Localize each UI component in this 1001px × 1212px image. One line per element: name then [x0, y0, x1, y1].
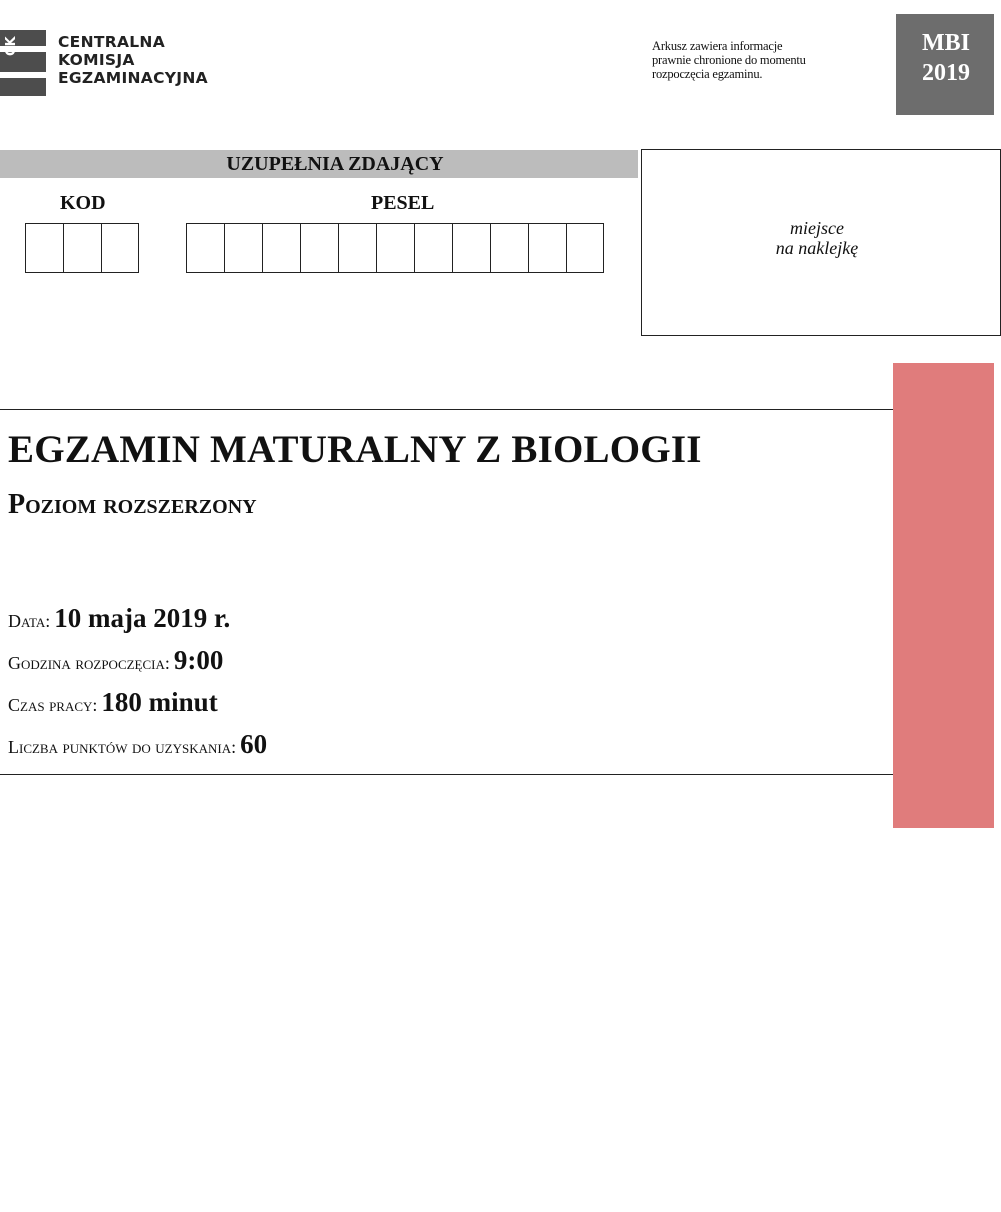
sticker-area	[641, 149, 1001, 336]
info-row-date	[8, 603, 230, 634]
candidate-header-text: UZUPEŁNIA ZDAJĄCY	[226, 153, 444, 175]
points-label: Liczba punktów do uzyskania:	[8, 737, 237, 757]
date-label: Data:	[8, 611, 51, 631]
digit-box	[566, 224, 604, 272]
digit-box	[414, 224, 452, 272]
divider-bottom	[0, 774, 894, 775]
info-row-points	[8, 729, 267, 760]
date-value: 10 maja 2019 r.	[54, 603, 231, 633]
sticker-text	[642, 218, 992, 258]
digit-box	[63, 224, 101, 272]
sticker-line-1: miejsce	[790, 218, 844, 238]
confidential-line-1: Arkusz zawiera informacje	[652, 39, 783, 53]
candidate-section-header	[0, 150, 638, 178]
duration-value: 180 minut	[101, 687, 218, 717]
kod-input-boxes	[25, 223, 139, 273]
exam-year: 2019	[922, 60, 970, 86]
exam-code: MBI	[922, 30, 970, 56]
digit-box	[376, 224, 414, 272]
digit-box	[338, 224, 376, 272]
digit-box	[262, 224, 300, 272]
start-time-label: Godzina rozpoczęcia:	[8, 653, 170, 673]
new-formula-side-stripe	[845, 363, 994, 1212]
pesel-input-boxes	[186, 223, 604, 273]
start-time-value: 9:00	[173, 645, 224, 675]
digit-box	[490, 224, 528, 272]
digit-box	[186, 224, 224, 272]
logo-mark-text: CK	[4, 36, 19, 56]
duration-label: Czas pracy:	[8, 695, 98, 715]
logo-line-3: EGZAMINACYJNA	[58, 69, 208, 87]
digit-box	[224, 224, 262, 272]
digit-box	[528, 224, 566, 272]
cke-logo-icon	[0, 30, 46, 96]
info-row-start-time	[8, 645, 223, 676]
kod-label: KOD	[60, 192, 106, 214]
digit-box	[101, 224, 139, 272]
exam-level: Poziom rozszerzony	[8, 489, 257, 520]
logo-line-1: CENTRALNA	[58, 33, 165, 51]
confidential-line-3: rozpoczęcia egzaminu.	[652, 67, 763, 81]
sticker-line-2: na naklejkę	[775, 238, 859, 258]
info-row-duration	[8, 687, 218, 718]
divider-top	[0, 409, 894, 410]
side-stripe-text: NOW	[845, 1033, 922, 1212]
pesel-label: PESEL	[371, 192, 435, 214]
digit-box	[25, 224, 63, 272]
confidential-line-2: prawnie chronione do momentu	[652, 53, 806, 67]
confidential-note	[652, 39, 892, 81]
points-value: 60	[240, 729, 268, 759]
exam-title: EGZAMIN MATURALNY Z BIOLOGII	[8, 428, 702, 471]
digit-box	[300, 224, 338, 272]
exam-code-box	[896, 14, 994, 115]
logo-line-2: KOMISJA	[58, 51, 135, 69]
digit-box	[452, 224, 490, 272]
logo-text	[58, 33, 208, 87]
